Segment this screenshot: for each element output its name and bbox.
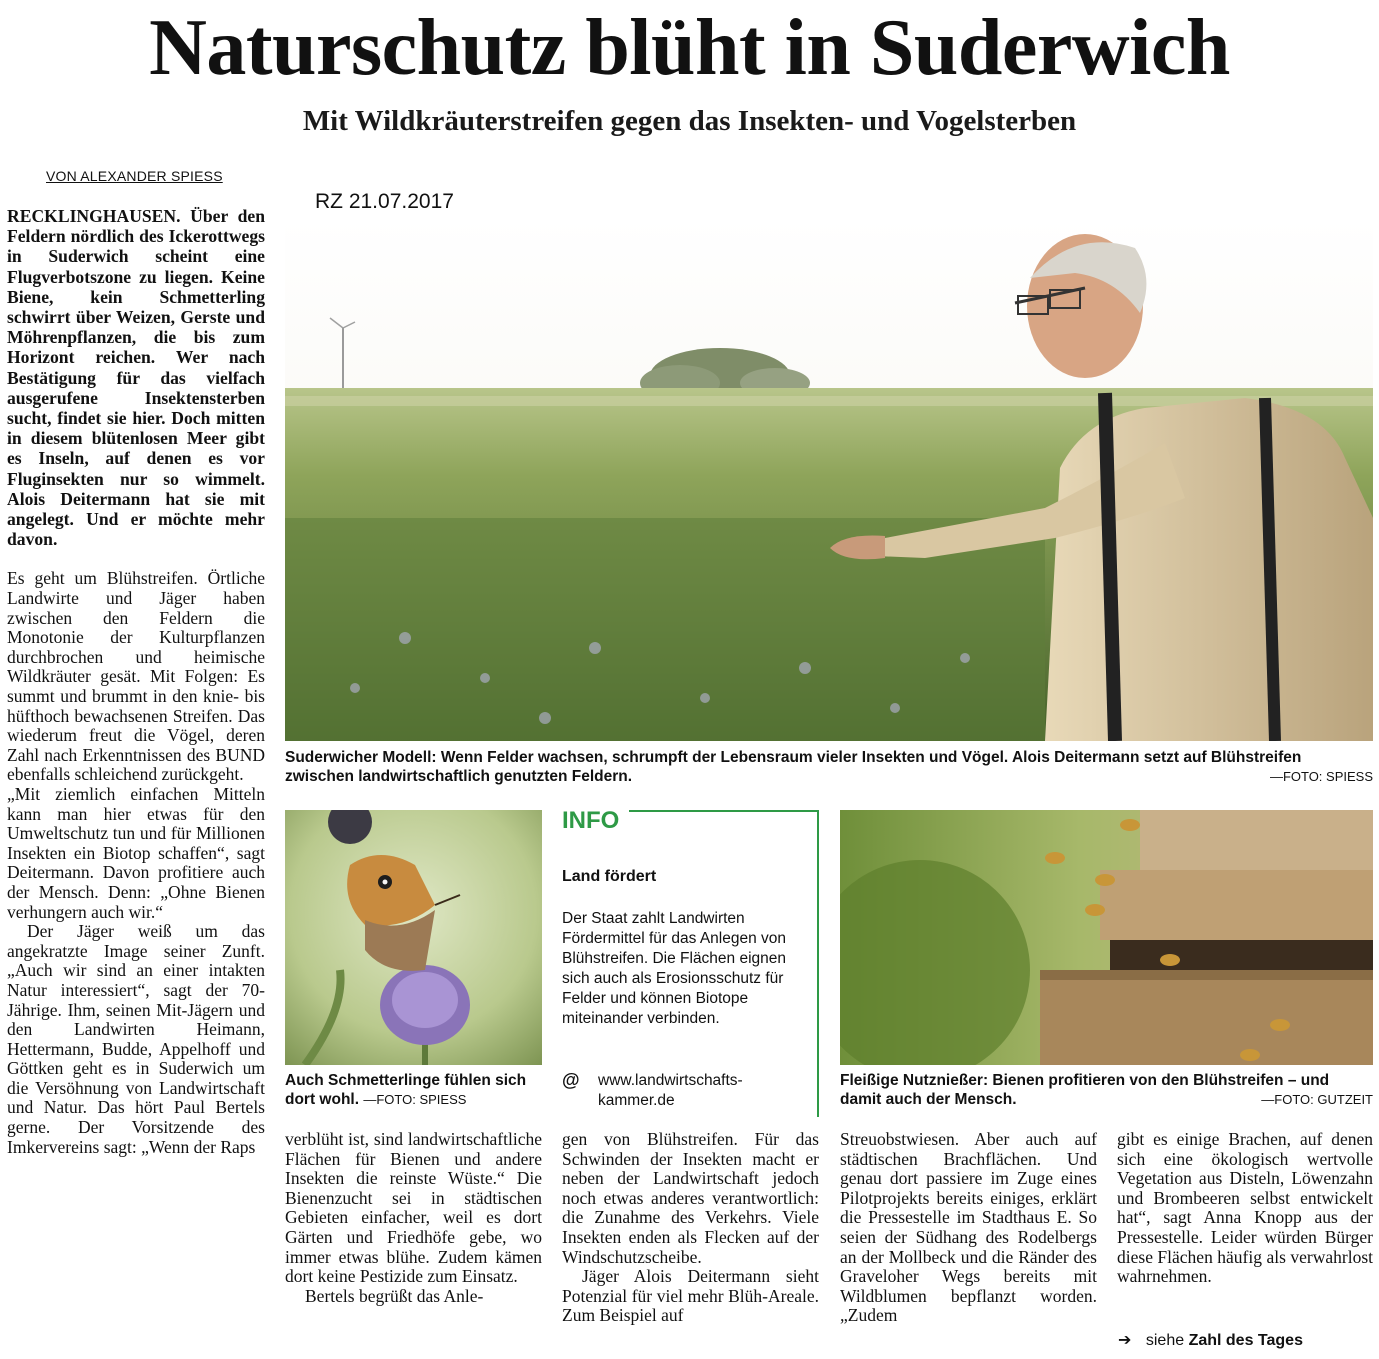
butterfly-caption	[285, 1071, 542, 1109]
field-farmer-image	[285, 218, 1373, 741]
see-also-prefix: siehe	[1145, 1332, 1185, 1349]
bee-photo	[840, 810, 1373, 1065]
article-column-3	[562, 1130, 819, 1326]
subheadline: Mit Wildkräuterstreifen gegen das Insekten- und Vogelsterben	[302, 105, 1077, 137]
main-photo-caption: Suderwicher Modell: Wenn Felder wachsen, schrumpft der Lebensraum vieler Insekten und Vögel. Alois Deitermann setzt auf Blühstreifen zwischen landwirtschaftlich genutzten Feldern.	[285, 749, 1302, 785]
body-paragraph: Jäger Alois Deitermann sieht Potenzial für viel mehr Blüh-Areale. Zum Beispiel auf	[562, 1266, 819, 1326]
date-stamp: RZ 21.07.2017	[315, 190, 454, 213]
main-photo-credit: —FOTO: SPIESS	[1269, 769, 1373, 784]
body-paragraph: gibt es einige Brachen, auf denen sich eine ökologisch wertvolle Vegetation aus Disteln, Löwenzahn und Brombeeren selbst entwickelt hat“, sagt Anna Knopp aus der Pressestelle. Leider würden Bürger diese Flächen häufig als verwahrlost wahrnehmen.	[1117, 1129, 1373, 1287]
at-icon: @	[562, 1070, 580, 1090]
lead-paragraph	[7, 206, 265, 549]
body-paragraph: „Mit ziemlich einfachen Mitteln kann man hier etwas für den Umweltschutz tun und für Millionen Insekten ein Biotop schaffen“, sagt Deitermann. Davon profitiere auch der Mensch. Denn: „Ohne Bienen verhungern auch wir.“	[7, 783, 265, 922]
see-also-reference[interactable]	[1118, 1330, 1303, 1350]
arrow-right-icon: ➔	[1118, 1332, 1132, 1349]
see-also-target: Zahl des Tages	[1188, 1332, 1303, 1349]
beehive-image	[840, 810, 1373, 1065]
info-subtitle: Land fördert	[562, 868, 657, 885]
body-paragraph: gen von Blühstreifen. Für das Schwinden der Insekten macht er neben der Landwirtschaft jedoch noch etwas anderes verantwortlich: die Zunahme des Verkehrs. Viele Insekten enden als Flecken auf der Windschutzscheibe.	[562, 1129, 819, 1267]
dateline: RECKLINGHAUSEN.	[7, 206, 181, 226]
article-column-1	[7, 206, 265, 1157]
main-photo	[285, 218, 1373, 741]
article-column-5	[1117, 1130, 1373, 1287]
info-title: INFO	[562, 807, 629, 835]
butterfly-image	[285, 810, 542, 1065]
article-column-2	[285, 1130, 542, 1306]
body-paragraph: Bertels begrüßt das Anle-	[305, 1285, 484, 1306]
bee-caption: Fleißige Nutznießer: Bienen profitieren von den Blühstreifen – und damit auch der Mensch.	[840, 1072, 1330, 1108]
butterfly-photo	[285, 810, 542, 1065]
butterfly-credit: —FOTO: SPIESS	[363, 1092, 467, 1107]
butterfly-caption-text: Auch Schmetterlinge fühlen sich dort wohl.	[285, 1072, 527, 1108]
body-paragraph: Der Jäger weiß um das angekratzte Image seiner Zunft. „Auch wir sind an einer intakten Natur interessiert“, sagt der 70-Jährige. Ihm, seinen Mit-Jägern und den Landwirten Heimann, Hettermann, Budde, Appelhoff und Göttken geht es in Suderwich um die Versöhnung von Landwirtschaft und Natur. Das hört Paul Bertels gerne. Der Vorsitzende des Imkervereins sagt: „Wenn der Raps	[7, 921, 265, 1157]
lead-text: Über den Feldern nördlich des Ickerottwegs in Suderwich scheint eine Flugverbotszone zu liegen. Keine Biene, kein Schmetterling schwirrt über Weizen, Gerste und Möhrenpflanzen, die bis zum Horizont reichen. Wer nach Bestätigung für das vielfach ausgerufene Insektensterben sucht, findet sie hier. Doch mitten in diesem blütenlosen Meer gibt es Inseln, auf denen es vor Fluginsekten nur so wimmelt. Alois Deitermann hat sie mit angelegt. Und er möchte mehr davon.	[7, 206, 265, 550]
byline: VON ALEXANDER SPIESS	[46, 168, 223, 184]
bee-credit: —FOTO: GUTZEIT	[1261, 1092, 1373, 1107]
body-paragraph: Streuobstwiesen. Aber auch auf städtischen Brachflächen. Und genau dort passiere im Zuge eines Pilotprojekts bereits einiges, erklärt die Pressestelle im Stadthaus E. So seien der Südhang des Rodelbergs an der Mollbeck und die Ränder des Graveloher Wegs bereits mit Wildblumen bepflanzt worden. „Zudem	[840, 1129, 1097, 1326]
headline: Naturschutz blüht in Suderwich	[149, 4, 1230, 92]
info-body: Der Staat zahlt Landwirten Fördermittel für das Anlegen von Blühstreifen. Die Flächen eignen sich auch als Erosionsschutz für Felder und können Biotope miteinander verbinden.	[562, 910, 787, 1027]
article-column-4	[840, 1130, 1097, 1326]
body-paragraph: Es geht um Blühstreifen. Örtliche Landwirte und Jäger haben zwischen den Feldern die Monotonie der Kulturpflanzen durchbrochen und heimische Wildkräuter gesät. Mit Folgen: Es summt und brummt in den knie- bis hüfthoch bewachsenen Streifen. Das wiederum freut die Vögel, deren Zahl nach Erkenntnissen des BUND ebenfalls schleichend zurückgeht.	[7, 568, 265, 785]
body-paragraph: verblüht ist, sind landwirtschaftliche Flächen für Bienen und andere Insekten die reinste Wüste.“ Die Bienenzucht sei in städtischen Gebieten einfacher, weil es dort Gärten und Friedhöfe gebe, wo immer etwas blühe. Zudem kämen dort keine Pestizide zum Einsatz.	[285, 1129, 542, 1287]
info-link[interactable]: www.landwirtschafts-kammer.de	[598, 1072, 743, 1109]
